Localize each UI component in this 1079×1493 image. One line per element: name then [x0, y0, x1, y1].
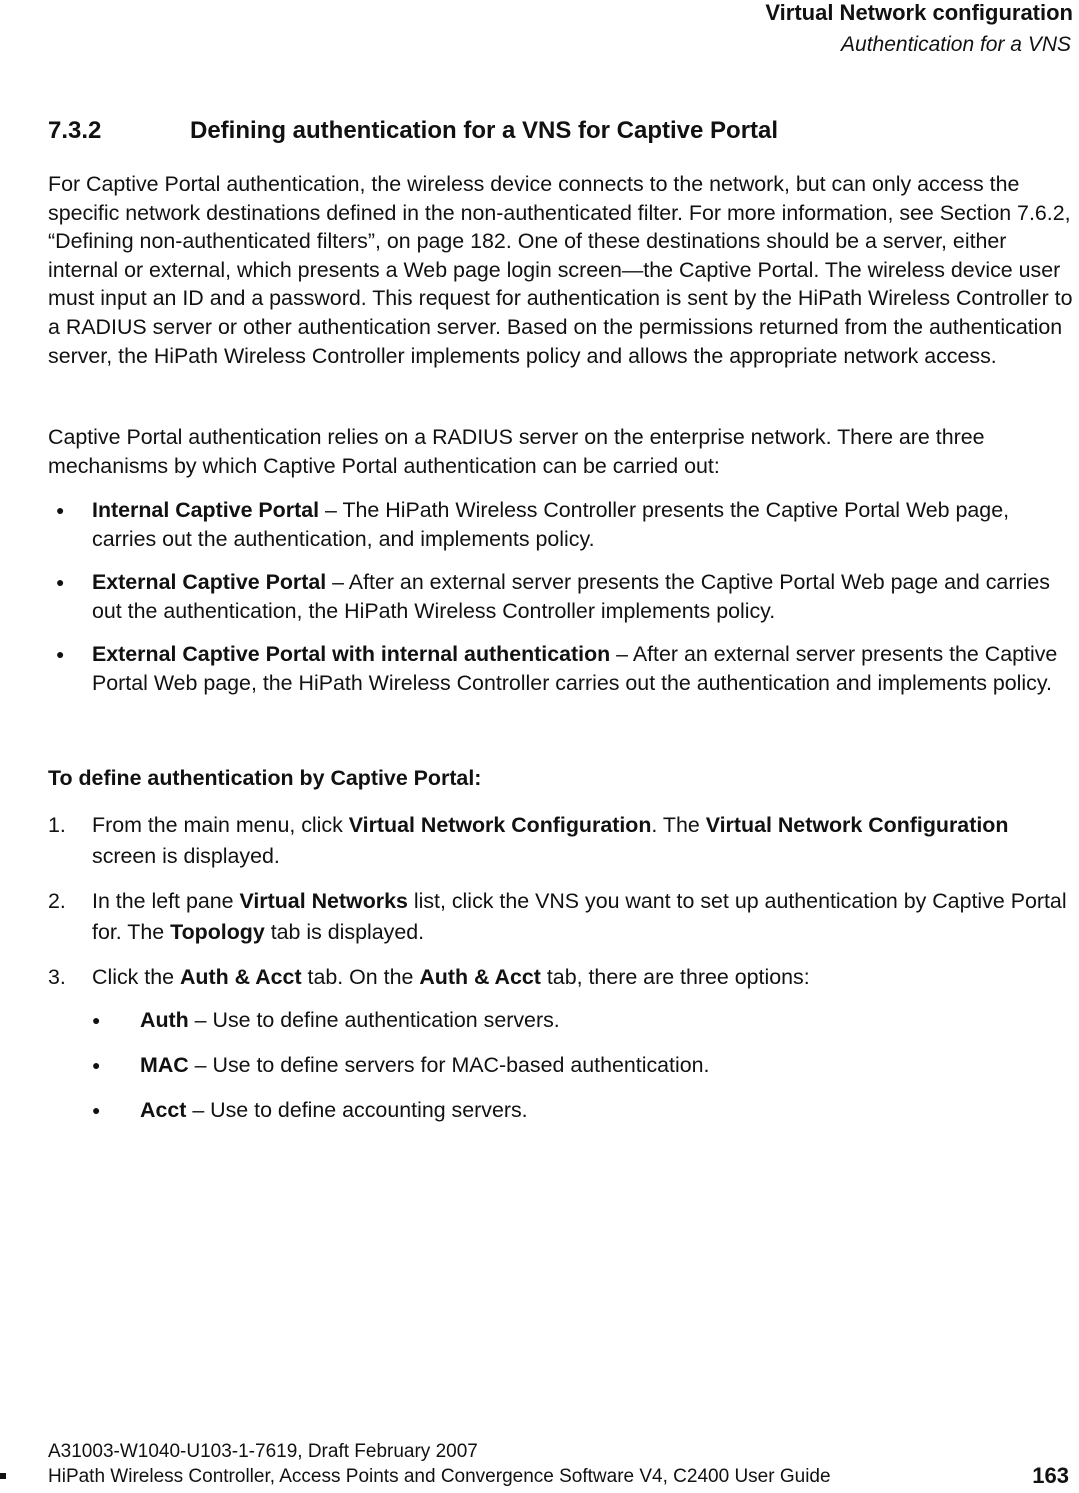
footer-doc-title: HiPath Wireless Controller, Access Points and Convergence Software V4, C2400 User Guide [48, 1466, 831, 1487]
bullet-text: – After an external server presents the Captive Portal Web page and carries out the authentication, the HiPath Wireless Controller implements policy. [92, 570, 1050, 623]
step-text: list, click the VNS you want to set up authentication by Captive Portal for. The [92, 889, 1067, 944]
header-chapter: Virtual Network configuration [765, 0, 1073, 25]
bullet-text: – The HiPath Wireless Controller presents the Captive Portal Web page, carries out the authentication, and implements policy. [92, 498, 1010, 551]
step-ui-term: Topology [170, 920, 265, 944]
procedure-heading: To define authentication by Captive Portal: [48, 766, 482, 790]
option-list [92, 1006, 1052, 1141]
step-number: 3. [48, 965, 66, 989]
list-item [92, 1051, 1052, 1080]
mechanisms-paragraph: Captive Portal authentication relies on a RADIUS server on the enterprise network. There are three mechanisms by which Captive Portal authentication can be carried out: [48, 425, 985, 478]
step-text: tab. On the [301, 965, 420, 989]
step-text: From the main menu, click [92, 813, 349, 837]
intro-paragraph: For Captive Portal authentication, the wireless device connects to the network, but can only access the specific network destinations defined in the non-authenticated filter. For more information, see Section 7.6.2, “Defining non-authenticated filters”, on page 182. One of these destinations should be a server, either internal or external, which presents a Web page login screen—the Captive Portal. The wireless device user must input an ID and a password. This request for authentication is sent by the HiPath Wireless Controller to a RADIUS server or other authentication server. Based on the permissions returned from the authentication server, the HiPath Wireless Controller implements policy and allows the appropriate network access. [48, 172, 1073, 368]
mechanism-list [48, 496, 1074, 712]
section-title: Defining authentication for a VNS for Captive Portal [190, 117, 779, 144]
option-term: MAC [140, 1053, 189, 1077]
procedure-steps [48, 810, 1074, 1007]
page-number: 163 [1032, 1463, 1069, 1488]
procedure-step [48, 962, 1074, 993]
step-number: 2. [48, 889, 66, 913]
step-text: tab is displayed. [264, 920, 425, 944]
step-ui-term: Auth & Acct [419, 965, 541, 989]
bullet-term: Internal Captive Portal [92, 498, 320, 522]
bullet-text: – After an external server presents the Captive Portal Web page, the HiPath Wireless Controller carries out the authentication and implements policy. [92, 642, 1058, 695]
step-ui-term: Virtual Network Configuration [705, 813, 1009, 837]
list-item [48, 568, 1074, 626]
step-text: screen is displayed. [92, 844, 280, 868]
procedure-step [48, 886, 1074, 948]
footer-doc-id: A31003-W1040-U103-1-7619, Draft February 2007 [48, 1441, 478, 1462]
list-item [48, 496, 1074, 554]
step-ui-term: Virtual Networks [239, 889, 408, 913]
step-ui-term: Auth & Acct [179, 965, 302, 989]
option-term: Acct [140, 1098, 187, 1122]
list-item [92, 1006, 1052, 1035]
procedure-step [48, 810, 1074, 872]
list-item [48, 640, 1074, 698]
section-number: 7.3.2 [48, 117, 102, 144]
option-text: – Use to define accounting servers. [186, 1098, 528, 1122]
step-text: tab, there are three options: [540, 965, 810, 989]
option-term: Auth [140, 1008, 189, 1032]
step-number: 1. [48, 813, 66, 837]
list-item [92, 1096, 1052, 1125]
bullet-term: External Captive Portal [92, 570, 327, 594]
step-text: Click the [92, 965, 180, 989]
step-text: . The [651, 813, 706, 837]
header-section: Authentication for a VNS [841, 33, 1071, 56]
step-text: In the left pane [92, 889, 240, 913]
option-text: – Use to define authentication servers. [188, 1008, 560, 1032]
step-ui-term: Virtual Network Configuration [348, 813, 652, 837]
footer-marker [0, 1473, 6, 1479]
bullet-term: External Captive Portal with internal authentication [92, 642, 611, 666]
option-text: – Use to define servers for MAC-based authentication. [188, 1053, 710, 1077]
